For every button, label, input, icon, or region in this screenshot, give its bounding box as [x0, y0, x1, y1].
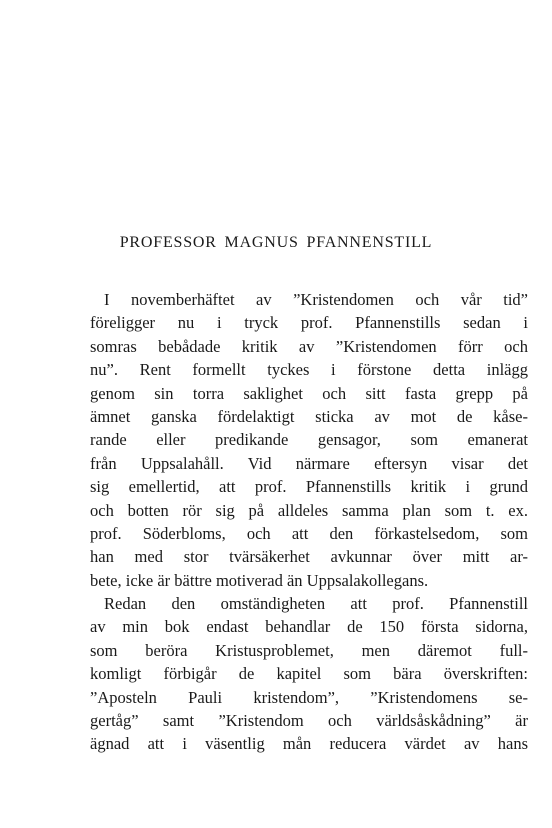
text-line: gertåg” samt ”Kristendom och världsåskådning” är — [90, 711, 528, 731]
text-line: I novemberhäftet av ”Kristendomen och vår tid” — [104, 290, 528, 309]
chapter-title: PROFESSOR MAGNUS PFANNENSTILL — [119, 234, 433, 251]
text-line: från Uppsalahåll. Vid närmare eftersyn visar det — [90, 453, 528, 473]
text-line: ämnet ganska fördelaktigt sticka av mot de kåse- — [90, 406, 528, 426]
text-line: bete, icke är bättre motiverad än Uppsalakollegans. — [90, 570, 429, 590]
text-line: prof. Söderbloms, och att den förkastelsedom, som — [90, 523, 528, 543]
text-line: av min bok endast behandlar de 150 första sidorna, — [90, 617, 528, 637]
text-line: komligt förbigår de kapitel som bära överskriften: — [90, 664, 528, 684]
text-line: somras bebådade kritik av ”Kristendomen förr och — [90, 336, 528, 356]
text-line: och botten rör sig på alldeles samma plan som t. ex. — [90, 500, 528, 520]
text-line: föreligger nu i tryck prof. Pfannenstills sedan i — [90, 313, 528, 333]
text-line: som beröra Kristusproblemet, men däremot full- — [90, 640, 528, 660]
text-line: genom sin torra saklighet och sitt fasta grepp på — [90, 383, 528, 403]
text-line: rande eller predikande gensagor, som emanerat — [90, 430, 528, 450]
text-line: han med stor tvärsäkerhet avkunnar över mitt ar- — [90, 547, 528, 567]
text-line: nu”. Rent formellt tyckes i förstone detta inlägg — [90, 360, 528, 380]
text-line: Redan den omständigheten att prof. Pfannenstill — [104, 594, 528, 614]
text-line: sig emellertid, att prof. Pfannenstills kritik i grund — [90, 477, 528, 497]
body-paragraphs — [90, 288, 528, 756]
text-line: ägnad att i väsentlig mån reducera värdet av hans — [90, 734, 528, 754]
text-line: ”Aposteln Pauli kristendom”, ”Kristendomens se- — [90, 687, 528, 707]
